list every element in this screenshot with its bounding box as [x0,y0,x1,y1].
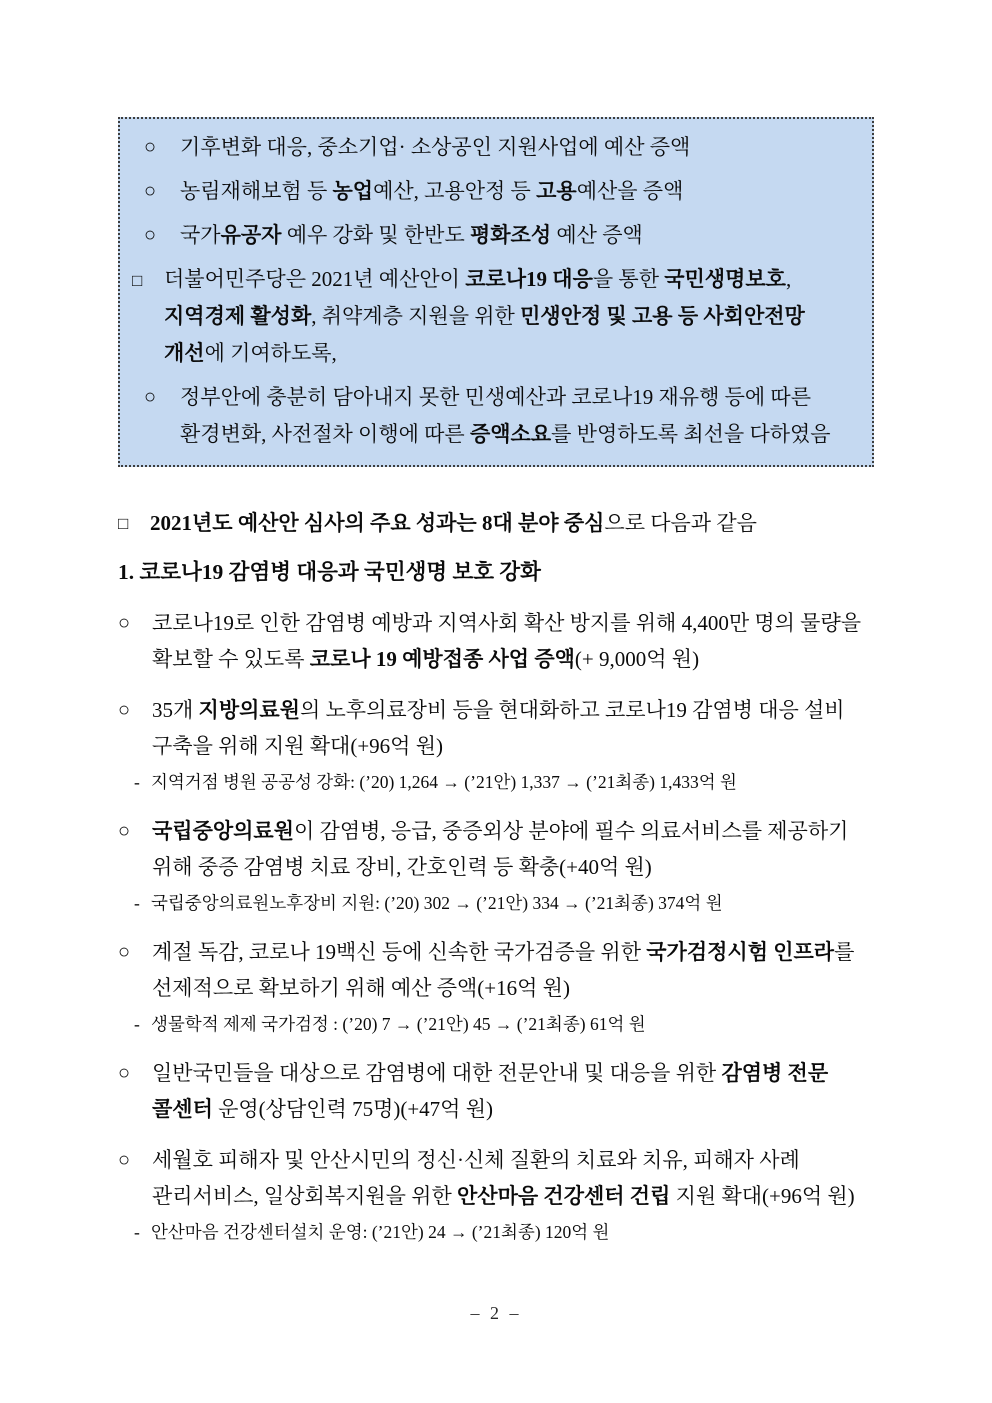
dash-bullet-icon: - [134,1014,140,1034]
text-content: 생물학적 제제 국가검정 : (’20) 7 → (’21안) 45 → (’21최종) 61억 원 [151,1014,646,1034]
text-content: 농림재해보험 등 농업예산, 고용안정 등 고용예산을 증액 [180,179,684,203]
circle-bullet-icon: ○ [144,224,157,246]
circle-bullet-icon: ○ [144,386,157,408]
text-content: 안산마음 건강센터설치 운영: (’21안) 24 → (’21최종) 120억 원 [151,1222,610,1242]
square-bullet-icon: □ [118,514,129,533]
detail-nmc-equipment-budget [134,888,874,919]
text-content: 기후변화 대응, 중소기업· 소상공인 지원사업에 예산 증액 [180,135,691,159]
overview-statement [118,505,874,542]
section-1-heading [118,554,874,590]
square-bullet-icon: □ [132,271,143,290]
text-content: 2021년도 예산안 심사의 주요 성과는 8대 분야 중심으로 다음과 같음 [150,511,757,535]
item-national-medical-center [118,813,874,885]
dash-bullet-icon: - [134,772,140,792]
text-content: 더불어민주당은 2021년 예산안이 코로나19 대응을 통한 국민생명보호, 지역경제 활성화, 취약계층 지원을 위한 민생안정 및 고용 등 사회안전망 개선에 기여하도록, [164,267,805,365]
dash-bullet-icon: - [134,1222,140,1242]
circle-bullet-icon: ○ [118,699,131,721]
circle-bullet-icon: ○ [118,1149,131,1171]
circle-bullet-icon: ○ [144,136,157,158]
summary-highlight-box [118,117,874,467]
page-number: – 2 – [470,1303,522,1323]
circle-bullet-icon: ○ [118,941,131,963]
text-content: 세월호 피해자 및 안산시민의 정신·신체 질환의 치료와 치유, 피해자 사례 관리서비스, 일상회복지원을 위한 안산마음 건강센터 건립 지원 확대(+96억 원) [152,1148,855,1208]
text-content: 지역거점 병원 공공성 강화: (’20) 1,264 → (’21안) 1,337 → (’21최종) 1,433억 원 [151,772,737,792]
box-statement-party [132,261,856,372]
circle-bullet-icon: ○ [118,612,131,634]
item-ansan-healing-center [118,1142,874,1214]
box-item-climate [132,129,856,166]
detail-ansan-center-budget [134,1217,874,1248]
box-item-agriculture-employment [132,173,856,210]
text-content: 국립중앙의료원이 감염병, 응급, 중증외상 분야에 필수 의료서비스를 제공하기 위해 중증 감염병 치료 장비, 간호인력 등 확충(+40억 원) [152,819,849,879]
item-covid-vaccination [118,605,874,677]
text-content: 코로나19로 인한 감염병 예방과 지역사회 확산 방지를 위해 4,400만 명의 물량을 확보할 수 있도록 코로나 19 예방접종 사업 증액(+ 9,000억 원) [152,611,862,671]
text-content: 국립중앙의료원노후장비 지원: (’20) 302 → (’21안) 334 → (’21최종) 374억 원 [151,893,723,913]
text-content: 국가유공자 예우 강화 및 한반도 평화조성 예산 증액 [180,223,643,247]
circle-bullet-icon: ○ [144,180,157,202]
item-national-testing-infra [118,934,874,1006]
text-content: 1. 코로나19 감염병 대응과 국민생명 보호 강화 [118,560,541,584]
item-regional-medical-centers [118,692,874,764]
dash-bullet-icon: - [134,893,140,913]
circle-bullet-icon: ○ [118,1062,131,1084]
item-infectious-disease-callcenter [118,1055,874,1127]
text-content: 일반국민들을 대상으로 감염병에 대한 전문안내 및 대응을 위한 감염병 전문 콜센터 운영(상담인력 75명)(+47억 원) [152,1061,829,1121]
text-content: 정부안에 충분히 담아내지 못한 민생예산과 코로나19 재유행 등에 따른 환경변화, 사전절차 이행에 따른 증액소요를 반영하도록 최선을 다하였음 [180,385,831,446]
detail-regional-hospital-budget [134,767,874,798]
circle-bullet-icon: ○ [118,820,131,842]
box-item-veterans-peace [132,217,856,254]
text-content: 35개 지방의료원의 노후의료장비 등을 현대화하고 코로나19 감염병 대응 설비 구축을 위해 지원 확대(+96억 원) [152,698,845,758]
text-content: 계절 독감, 코로나 19백신 등에 신속한 국가검증을 위한 국가검정시험 인프라를 선제적으로 확보하기 위해 예산 증액(+16억 원) [152,940,855,1000]
box-item-supplement-demand [132,379,856,453]
detail-biological-testing-budget [134,1009,874,1040]
body-blocks [118,505,874,1248]
